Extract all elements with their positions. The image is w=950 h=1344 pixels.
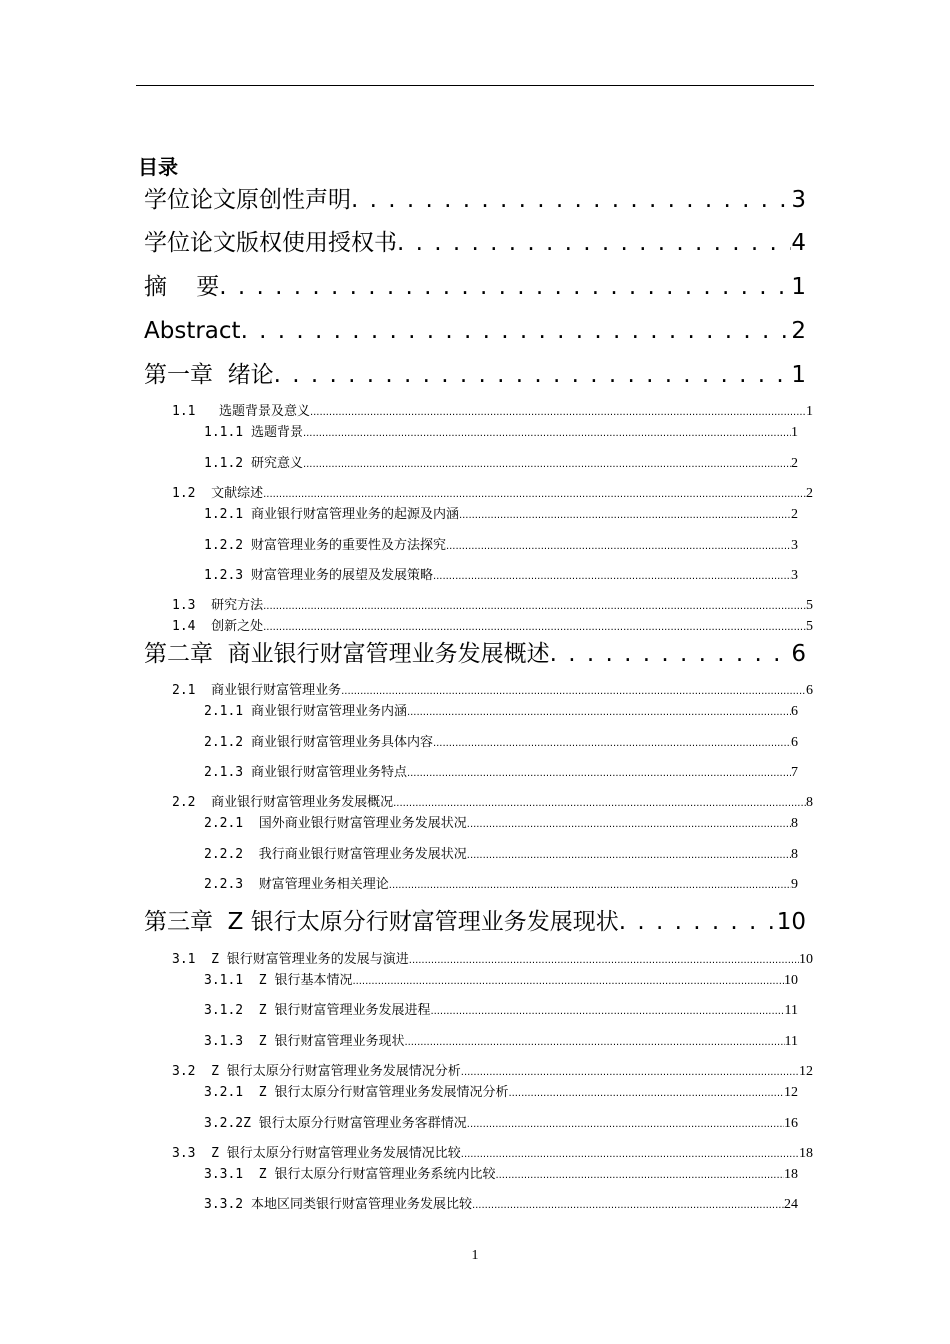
dot-leader — [409, 952, 799, 969]
dot-leader — [263, 598, 806, 615]
toc-entry-page: 5 — [806, 619, 813, 634]
toc-entry[interactable] — [144, 906, 806, 938]
toc-entry[interactable] — [204, 1196, 798, 1214]
toc-entry[interactable] — [204, 424, 798, 442]
toc-entry[interactable] — [204, 815, 798, 833]
dot-leader — [393, 795, 806, 812]
toc-entry[interactable] — [144, 315, 806, 347]
toc-entry-title: 3.3.2 本地区同类银行财富管理业务发展比较 — [204, 1197, 472, 1212]
toc-entry-page: 3 — [791, 568, 798, 583]
toc-entry[interactable] — [172, 1145, 813, 1163]
toc-entry-title: 3.1.3 Z 银行财富管理业务现状 — [204, 1034, 405, 1049]
toc-entry-title: 2.2.3 财富管理业务相关理论 — [204, 877, 389, 892]
toc-entry-page: 11 — [784, 1034, 798, 1049]
dot-leader — [274, 359, 792, 391]
toc-entry-title: 1.2.1 商业银行财富管理业务的起源及内涵 — [204, 507, 459, 522]
toc-entry-title: 3.1.2 Z 银行财富管理业务发展进程 — [204, 1003, 431, 1018]
toc-entry-title: 1.1.1 选题背景 — [204, 425, 303, 440]
toc-heading: 目录 — [138, 155, 178, 179]
dot-leader — [446, 538, 791, 555]
toc-entry[interactable] — [204, 1002, 798, 1020]
toc-entry-title: 3.2.1 Z 银行太原分行财富管理业务发展情况分析 — [204, 1085, 509, 1100]
toc-entry-page: 11 — [784, 1003, 798, 1018]
toc-entry-page: 18 — [799, 1146, 813, 1161]
toc-entry[interactable] — [172, 951, 813, 969]
dot-leader — [303, 456, 791, 473]
toc-entry[interactable] — [172, 794, 813, 812]
toc-entry[interactable] — [172, 618, 813, 636]
toc-entry[interactable] — [144, 271, 806, 303]
toc-entry-page: 12 — [784, 1085, 798, 1100]
toc-entry-page: 16 — [784, 1116, 798, 1131]
toc-entry-page: 1 — [791, 274, 806, 300]
dot-leader — [459, 507, 791, 524]
toc-entry[interactable] — [204, 764, 798, 782]
toc-entry-page: 1 — [791, 362, 806, 388]
toc-entry-title: Abstract — [144, 318, 241, 344]
toc-entry-title: 第一章 绪论 — [144, 362, 274, 388]
toc-entry[interactable] — [144, 184, 806, 216]
dot-leader — [461, 1146, 799, 1163]
toc-entry-title: 2.2.2 我行商业银行财富管理业务发展状况 — [204, 847, 467, 862]
toc-entry[interactable] — [172, 597, 813, 615]
dot-leader — [550, 638, 792, 670]
dot-leader — [433, 735, 791, 752]
header-rule — [136, 85, 814, 86]
toc-entry-page: 4 — [791, 230, 806, 256]
toc-entry-title: 1.2 文献综述 — [172, 486, 264, 501]
toc-entry-page: 10 — [799, 952, 813, 967]
toc-entry-page: 8 — [806, 795, 813, 810]
toc-entry[interactable] — [204, 567, 798, 585]
dot-leader — [219, 271, 791, 303]
dot-leader — [467, 816, 791, 833]
toc-entry[interactable] — [204, 537, 798, 555]
toc-entry-page: 6 — [806, 683, 813, 698]
toc-entry-title: 学位论文原创性声明 — [144, 187, 351, 213]
toc-entry-page: 6 — [791, 735, 798, 750]
dot-leader — [407, 765, 791, 782]
toc-entry[interactable] — [144, 227, 806, 259]
dot-leader — [341, 683, 806, 700]
dot-leader — [303, 425, 791, 442]
toc-entry-title: 1.1.2 研究意义 — [204, 456, 303, 471]
dot-leader — [407, 704, 791, 721]
toc-entry-title: 1.2.3 财富管理业务的展望及发展策略 — [204, 568, 433, 583]
toc-entry-page: 1 — [806, 404, 813, 419]
page-number: 1 — [471, 1248, 479, 1263]
toc-entry-title: 1.3 研究方法 — [172, 598, 264, 613]
dot-leader — [430, 1003, 784, 1020]
toc-entry[interactable] — [204, 876, 798, 894]
toc-entry-title: 第三章 Z 银行太原分行财富管理业务发展现状 — [144, 909, 619, 935]
dot-leader — [508, 1085, 784, 1102]
toc-entry-title: 3.3 Z 银行太原分行财富管理业务发展情况比较 — [172, 1146, 461, 1161]
toc-entry-title: 1.2.2 财富管理业务的重要性及方法探究 — [204, 538, 446, 553]
toc-entry-page: 12 — [799, 1064, 813, 1079]
toc-entry-title: 2.1 商业银行财富管理业务 — [172, 683, 342, 698]
toc-entry[interactable] — [204, 455, 798, 473]
toc-entry-title: 3.1.1 Z 银行基本情况 — [204, 973, 353, 988]
toc-entry-page: 7 — [791, 765, 798, 780]
toc-entry-page: 10 — [776, 909, 806, 935]
toc-entry-title: 1.4 创新之处 — [172, 619, 264, 634]
toc-entry-title: 摘 要 — [144, 274, 220, 300]
toc-entry-page: 18 — [784, 1167, 798, 1182]
toc-entry-title: 3.1 Z 银行财富管理业务的发展与演进 — [172, 952, 409, 967]
dot-leader — [619, 906, 777, 938]
dot-leader — [351, 184, 791, 216]
toc-entry-page: 10 — [784, 973, 798, 988]
toc-entry[interactable] — [204, 1166, 798, 1184]
dot-leader — [495, 1167, 784, 1184]
dot-leader — [461, 1064, 799, 1081]
toc-entry-title: 3.2.2Z 银行太原分行财富管理业务客群情况 — [204, 1116, 467, 1131]
toc-entry[interactable] — [172, 485, 813, 503]
dot-leader — [310, 404, 806, 421]
dot-leader — [467, 847, 791, 864]
toc-entry-page: 8 — [791, 847, 798, 862]
dot-leader — [263, 486, 806, 503]
dot-leader — [472, 1197, 784, 1214]
toc-entry[interactable] — [204, 734, 798, 752]
toc-entry-page: 24 — [784, 1197, 798, 1212]
toc-entry[interactable] — [204, 703, 798, 721]
dot-leader — [263, 619, 806, 636]
toc-entry-page: 2 — [791, 507, 798, 522]
toc-entry-page: 6 — [791, 641, 806, 667]
dot-leader — [467, 1116, 784, 1133]
toc-entry-title: 2.1.2 商业银行财富管理业务具体内容 — [204, 735, 433, 750]
toc-entry-title: 3.3.1 Z 银行太原分行财富管理业务系统内比较 — [204, 1167, 496, 1182]
toc-entry-page: 2 — [791, 318, 806, 344]
dot-leader — [433, 568, 791, 585]
toc-entry[interactable] — [204, 1033, 798, 1051]
toc-entry-title: 2.2 商业银行财富管理业务发展概况 — [172, 795, 394, 810]
dot-leader — [397, 227, 791, 259]
toc-entry[interactable] — [144, 638, 806, 670]
toc-entry[interactable] — [144, 359, 806, 391]
toc-entry-title: 学位论文版权使用授权书 — [144, 230, 397, 256]
toc-entry-title: 2.1.1 商业银行财富管理业务内涵 — [204, 704, 407, 719]
toc-entry[interactable] — [172, 682, 813, 700]
toc-entry[interactable] — [204, 972, 798, 990]
dot-leader — [389, 877, 791, 894]
toc-entry-page: 5 — [806, 598, 813, 613]
toc-entry-page: 2 — [806, 486, 813, 501]
toc-entry[interactable] — [204, 1084, 798, 1102]
toc-entry[interactable] — [172, 1063, 813, 1081]
toc-entry-page: 6 — [791, 704, 798, 719]
toc-entry[interactable] — [204, 846, 798, 864]
toc-entry[interactable] — [204, 506, 798, 524]
toc-entry-title: 3.2 Z 银行太原分行财富管理业务发展情况分析 — [172, 1064, 461, 1079]
toc-entry-page: 3 — [791, 187, 806, 213]
toc-entry-page: 9 — [791, 877, 798, 892]
toc-entry-page: 8 — [791, 816, 798, 831]
toc-entry-title: 2.2.1 国外商业银行财富管理业务发展状况 — [204, 816, 467, 831]
toc-entry-title: 第二章 商业银行财富管理业务发展概述 — [144, 641, 550, 667]
dot-leader — [404, 1034, 784, 1051]
toc-entry[interactable] — [204, 1115, 798, 1133]
toc-entry[interactable] — [172, 403, 813, 421]
toc-entry-title: 2.1.3 商业银行财富管理业务特点 — [204, 765, 407, 780]
toc-entry-page: 3 — [791, 538, 798, 553]
toc-entry-page: 2 — [791, 456, 798, 471]
toc-entry-title: 1.1 选题背景及意义 — [172, 404, 310, 419]
dot-leader — [241, 315, 792, 347]
toc-entry-page: 1 — [791, 425, 798, 440]
dot-leader — [352, 973, 784, 990]
